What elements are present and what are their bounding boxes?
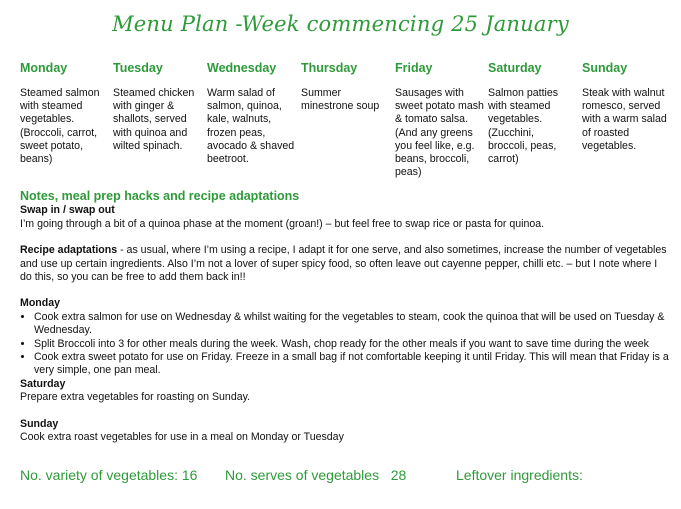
monday-prep-heading: Monday (20, 297, 61, 310)
day-sunday (582, 61, 674, 153)
recipe-adaptations (20, 244, 670, 284)
day-meal (20, 87, 112, 166)
notes-heading: Notes, meal prep hacks and recipe adaptations (20, 189, 300, 203)
list-item: • Cook extra sweet potato for use on Friday. Freeze in a small bag if not comfortable keeping it until Friday. This will mean that Friday is a very simple, one pan meal. (34, 351, 670, 378)
recipe-text: - as usual, where I’m using a recipe, I adapt it for one serve, and also sometimes, increase the number of vegetables and use up certain ingredients. Also I’m not a lover of super spicy food, so often leave out cayenne pepper, chilli etc. – but I note where I do this, so you can be free to add them back in!! (20, 244, 667, 284)
day-meal (301, 87, 393, 113)
saturday-prep-heading: Saturday (20, 377, 66, 390)
monday-prep-list (20, 311, 670, 378)
day-name: Sunday (582, 61, 628, 75)
meal-line: Sausages with sweet potato mash & tomato salsa. (And any greens you feel like, e.g. beans, broccoli, peas) (395, 87, 484, 179)
day-wednesday (207, 61, 297, 166)
day-thursday (301, 61, 393, 113)
day-name: Tuesday (113, 61, 163, 75)
recipe-label: Recipe adaptations (20, 244, 118, 257)
swap-text: I’m going through a bit of a quinoa phase at the moment (groan!) – but feel free to swap rice or pasta for quinoa. (20, 217, 545, 230)
day-friday (395, 61, 485, 179)
meal-line: Steak with walnut romesco, served with a warm salad of roasted vegetables. (582, 87, 667, 152)
day-meal (582, 87, 674, 153)
day-monday (20, 61, 112, 166)
day-name: Friday (395, 61, 433, 75)
day-name: Thursday (301, 61, 358, 75)
day-meal (395, 87, 485, 179)
day-name: Saturday (488, 61, 542, 75)
meal-line: Salmon patties with steamed vegetables. (488, 87, 559, 126)
day-tuesday (113, 61, 205, 153)
vegetable-variety-count: No. variety of vegetables: 16 (20, 467, 198, 483)
swap-heading: Swap in / swap out (20, 204, 115, 217)
meal-line: Steamed salmon with steamed vegetables. (20, 87, 100, 126)
page-title: Menu Plan -Week commencing 25 January (112, 12, 569, 36)
sunday-prep-text: Cook extra roast vegetables for use in a meal on Monday or Tuesday (20, 431, 344, 444)
meal-line: Steamed chicken with ginger & shallots, served with quinoa and wilted spinach. (113, 87, 195, 152)
leftover-ingredients-label: Leftover ingredients: (456, 467, 583, 483)
day-name: Monday (20, 61, 68, 75)
sunday-prep-heading: Sunday (20, 417, 59, 430)
meal-line: Summer minestrone soup (301, 87, 380, 113)
vegetable-serves-count: No. serves of vegetables 28 (225, 467, 407, 483)
notes-section (20, 190, 670, 445)
day-meal (113, 87, 205, 153)
saturday-prep-text: Prepare extra vegetables for roasting on Sunday. (20, 391, 251, 404)
list-item: • Split Broccoli into 3 for other meals during the week. Wash, chop ready for the other meals if you want to save time during the week (34, 338, 670, 351)
day-meal (207, 87, 297, 166)
day-saturday (488, 61, 576, 166)
meal-line: (Zucchini, broccoli, peas, carrot) (488, 126, 557, 166)
meal-line: (Broccoli, carrot, sweet potato, beans) (20, 126, 98, 166)
list-item: • Cook extra salmon for use on Wednesday & whilst waiting for the vegetables to steam, cook the quinoa that will be used on Tuesday & Wednesday. (34, 311, 670, 338)
day-meal (488, 87, 576, 166)
day-name: Wednesday (207, 61, 277, 75)
meal-line: Warm salad of salmon, quinoa, kale, walnuts, frozen peas, avocado & shaved beetroot. (207, 87, 295, 166)
